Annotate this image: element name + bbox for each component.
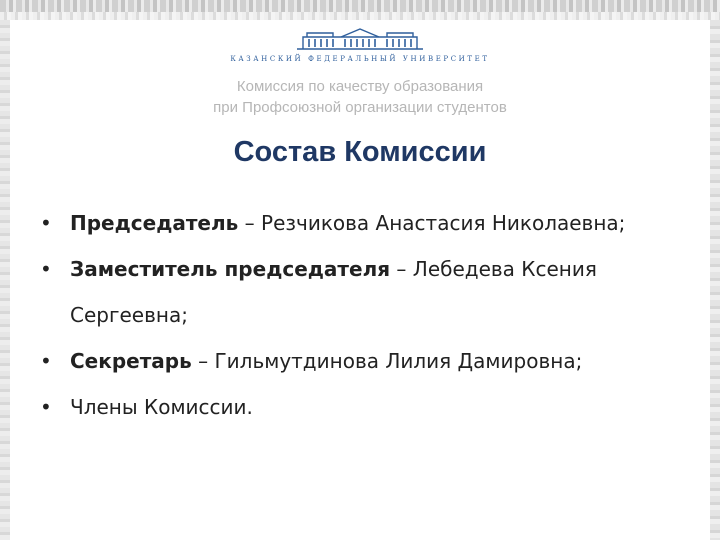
subtitle-line-1: Комиссия по качеству образования: [236, 78, 484, 95]
member-name: Резчикова Анастасия Николаевна;: [261, 211, 626, 235]
list-item-deputy: [40, 246, 700, 338]
subtitle-line-2: при Профсоюзной организации студентов: [213, 99, 507, 116]
list-item-chair: [40, 200, 700, 246]
member-name: Лебедева Ксения Сергеевна;: [70, 257, 597, 327]
list-item-members: [40, 384, 700, 430]
member-separator: –: [238, 211, 262, 235]
list-item-secretary: [40, 338, 700, 384]
university-name: КАЗАНСКИЙ ФЕДЕРАЛЬНЫЙ УНИВЕРСИТЕТ: [230, 55, 490, 63]
decorative-right-border: [710, 20, 720, 540]
member-name: Гильмутдинова Лилия Дамировна;: [214, 349, 583, 373]
university-building-icon: [293, 27, 427, 51]
member-role: Секретарь: [70, 349, 192, 373]
member-role: Заместитель председателя: [70, 257, 391, 281]
decorative-top-band-inner: [0, 12, 720, 20]
members-list: [40, 200, 700, 430]
decorative-top-band: [0, 0, 720, 12]
member-separator: –: [191, 349, 215, 373]
member-separator: –: [390, 257, 413, 281]
commission-subtitle: [10, 76, 710, 118]
decorative-left-border: [0, 20, 10, 540]
member-name: Члены Комиссии.: [70, 395, 253, 419]
page-title: Состав Комиссии: [233, 136, 487, 168]
slide: [10, 20, 710, 540]
member-role: Председатель: [70, 211, 239, 235]
